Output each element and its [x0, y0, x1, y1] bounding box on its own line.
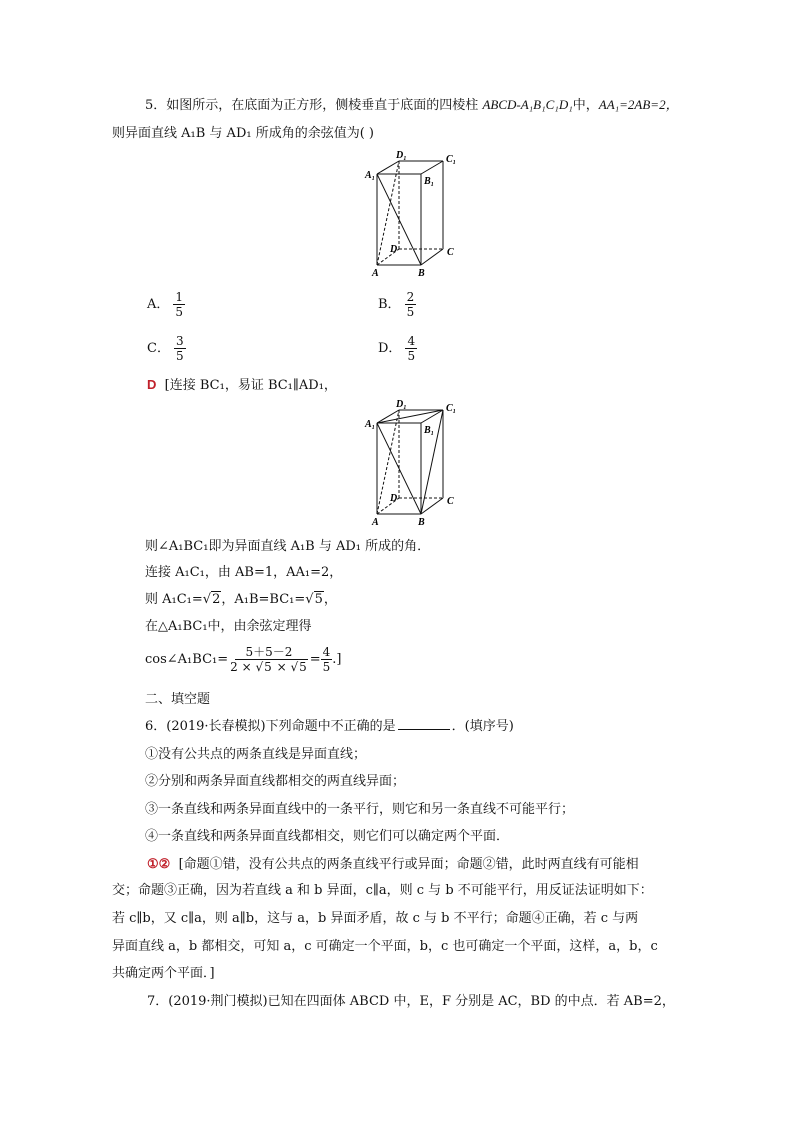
q6-item-3: ③一条直线和两条异面直线中的一条平行，则它和另一条直线不可能平行；: [145, 802, 575, 817]
label-B1: B₁: [424, 176, 435, 187]
prism-figure-1: [360, 148, 465, 278]
svg-text:B: B: [418, 517, 425, 527]
q5-sol5: 在△A₁BC₁中，由余弦定理得: [145, 619, 312, 634]
option-b[interactable]: B． $\frac{2}{5}$: [378, 290, 415, 319]
label-B: B: [418, 268, 425, 278]
q6-item-2: ②分别和两条异面直线都相交的两直线异面；: [145, 774, 406, 789]
edge-B1C1: [421, 161, 443, 174]
line-A1C1: [377, 410, 443, 423]
q5-sol1: [连接 BC₁，易证 BC₁∥AD₁，: [164, 378, 337, 393]
svg-text:A: A: [372, 517, 379, 527]
svg-text:C: C: [447, 496, 454, 507]
q5-condition: AA₁=2AB=2，: [598, 97, 679, 112]
q6-answer-blank[interactable]: [398, 729, 450, 730]
svg-text:B₁: B₁: [424, 425, 435, 436]
svg-text:A₁: A₁: [365, 419, 376, 430]
label-D1: D₁: [396, 150, 407, 161]
q5-text-b: 中，: [572, 98, 599, 113]
prism-figure-2: [360, 397, 465, 527]
q5-solution-line1: [147, 375, 337, 396]
edge-D1A1: [377, 161, 399, 174]
label-A: A: [372, 268, 379, 278]
q5-text-a: 如图所示，在底面为正方形，侧棱垂直于底面的四棱柱: [166, 98, 479, 113]
option-d[interactable]: D． $\frac{4}{5}$: [378, 334, 416, 363]
q5-sol3: 连接 A₁C₁，由 AB=1，AA₁=2，: [145, 565, 343, 580]
label-D: D: [390, 244, 398, 255]
q5-prism: ABCD-A₁B₁C₁D₁: [482, 97, 573, 112]
q5-number: 5．: [145, 98, 167, 113]
q5-line1: [145, 95, 679, 116]
q6-explanation-1: ①② [命题①错，没有公共点的两条直线平行或异面；命题②错，此时两直线有可能相: [147, 856, 639, 872]
label-C: C: [447, 247, 454, 258]
q6-explanation-4: 异面直线 a，b 都相交，可知 a，c 可确定一个平面，b，c 也可确定一个平面，这样，a，b，c: [112, 939, 658, 954]
q5-question: 则异面直线 A₁B 与 AD₁ 所成角的余弦值为( ): [112, 126, 374, 141]
option-a[interactable]: A． $\frac{1}{5}$: [147, 290, 184, 319]
section-heading: 二、填空题: [145, 692, 211, 707]
q6-item-4: ④一条直线和两条异面直线都相交，则它们可以确定两个平面．: [145, 829, 510, 844]
q5-sol4: 则 A₁C₁=√2，A₁B=BC₁=√5，: [145, 592, 337, 607]
edge-BC: [421, 249, 443, 265]
option-c[interactable]: C． $\frac{3}{5}$: [147, 334, 184, 363]
q6-item-1: ①没有公共点的两条直线是异面直线；: [145, 747, 367, 762]
q5-line2: [112, 124, 374, 144]
q5-answer: D: [147, 377, 157, 392]
q7-stem: 7．(2019·荆门模拟)已知在四面体 ABCD 中，E，F 分别是 AC，BD 的中点．若 AB=2，: [147, 994, 675, 1009]
q5-cos-formula: cos∠A₁BC₁= $\frac{5+5-2}{2 \times √5 \times √5}$ = $\frac{4}{5}$ .]: [145, 645, 342, 674]
q6-stem: 6．(2019·长春模拟)下列命题中不正确的是 ．(填序号): [145, 719, 514, 734]
q6-explanation-2: 交；命题③正确，因为若直线 a 和 b 异面，c∥a，则 c 与 b 不可能平行，用反证法证明如下：: [112, 883, 653, 898]
q5-sol2: 则∠A₁BC₁即为异面直线 A₁B 与 AD₁ 所成的角．: [145, 539, 431, 554]
svg-text:D₁: D₁: [396, 399, 407, 410]
svg-text:C₁: C₁: [446, 403, 457, 414]
label-C1: C₁: [446, 154, 457, 165]
q6-explanation-3: 若 c∥b，又 c∥a，则 a∥b，这与 a，b 异面矛盾，故 c 与 b 不平行；命题④正确，若 c 与两: [112, 911, 639, 926]
svg-text:D: D: [390, 493, 398, 504]
q6-answer: ①②: [147, 856, 171, 871]
q6-explanation-5: 共确定两个平面．]: [112, 966, 215, 981]
label-A1: A₁: [365, 170, 376, 181]
